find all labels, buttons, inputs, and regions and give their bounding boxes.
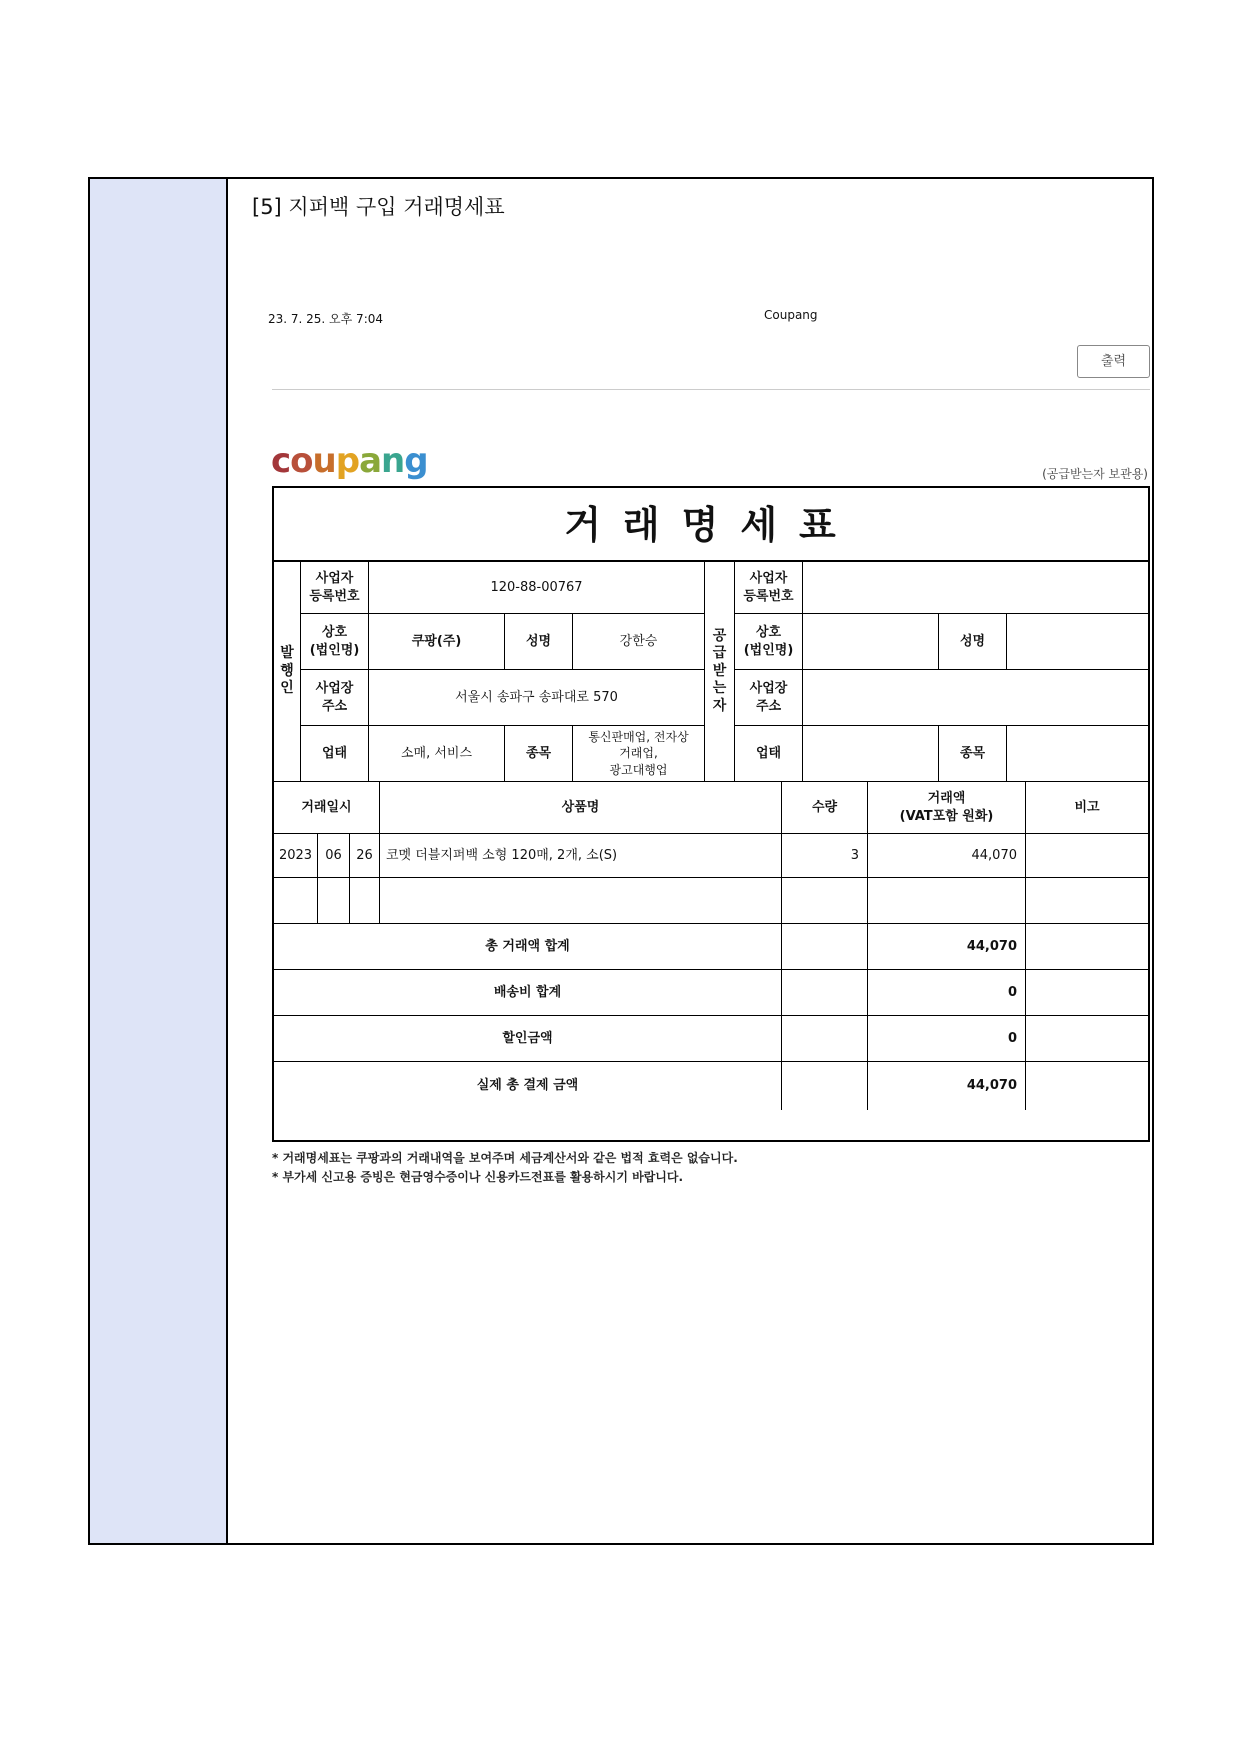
receiver-company-label: 상호 (법인명) (735, 614, 803, 670)
document-frame (88, 177, 1154, 1545)
receiver-business-type-label: 업태 (735, 726, 803, 782)
row-month: 06 (318, 834, 350, 878)
footnotes (272, 1149, 738, 1187)
row-qty: 3 (782, 834, 868, 878)
print-button[interactable]: 출력 (1077, 345, 1150, 378)
row-day: 26 (350, 834, 380, 878)
receiver-item (1007, 726, 1148, 782)
issuer-address-label: 사업장 주소 (301, 670, 369, 726)
receiver-business-type (803, 726, 939, 782)
issuer-name: 강한승 (573, 614, 705, 670)
row-year (274, 878, 318, 924)
statement-title: 거래명세표 (274, 488, 1148, 562)
row-product (380, 878, 782, 924)
footnote: * 부가세 신고용 증빙은 현금영수증이나 신용카드전표를 활용하시기 바랍니다. (272, 1170, 684, 1184)
total-note-blank (1026, 924, 1148, 970)
transaction-statement (272, 486, 1150, 1142)
row-note (1026, 878, 1148, 924)
document-title: [5] 지퍼백 구입 거래명세표 (252, 195, 505, 219)
coupang-logo: coupang (271, 441, 428, 481)
receiver-name (1007, 614, 1148, 670)
receiver-address-label: 사업장 주소 (735, 670, 803, 726)
receiver-label: 공 급 받 는 자 (705, 562, 735, 782)
final-payment-label: 실제 총 결제 금액 (274, 1062, 782, 1110)
issuer-item-label: 종목 (505, 726, 573, 782)
receiver-address (803, 670, 1148, 726)
row-note (1026, 834, 1148, 878)
shipping-total-label: 배송비 합계 (274, 970, 782, 1016)
col-qty: 수량 (782, 782, 868, 834)
col-amount: 거래액 (VAT포함 원화) (868, 782, 1026, 834)
receiver-reg-no-label: 사업자 등록번호 (735, 562, 803, 614)
site-name: Coupang (764, 308, 818, 322)
issuer-name-label: 성명 (505, 614, 573, 670)
col-note: 비고 (1026, 782, 1148, 834)
footnote: * 거래명세표는 쿠팡과의 거래내역을 보여주며 세금계산서와 같은 법적 효력은 없습니다. (272, 1151, 738, 1165)
row-month (318, 878, 350, 924)
copy-note: (공급받는자 보관용) (1042, 467, 1148, 481)
discount-qty-blank (782, 1016, 868, 1062)
shipping-note-blank (1026, 970, 1148, 1016)
discount-note-blank (1026, 1016, 1148, 1062)
issuer-label: 발 행 인 (274, 562, 301, 782)
discount-label: 할인금액 (274, 1016, 782, 1062)
issuer-address: 서울시 송파구 송파대로 570 (369, 670, 705, 726)
shipping-qty-blank (782, 970, 868, 1016)
row-product: 코멧 더블지퍼백 소형 120매, 2개, 소(S) (380, 834, 782, 878)
row-day (350, 878, 380, 924)
col-product: 상품명 (380, 782, 782, 834)
print-timestamp: 23. 7. 25. 오후 7:04 (268, 312, 384, 326)
row-year: 2023 (274, 834, 318, 878)
issuer-company-label: 상호 (법인명) (301, 614, 369, 670)
issuer-company: 쿠팡(주) (369, 614, 505, 670)
shipping-total-value: 0 (868, 970, 1026, 1016)
receiver-item-label: 종목 (939, 726, 1007, 782)
issuer-item: 통신판매업, 전자상 거래업, 광고대행업 (573, 726, 705, 782)
total-amount-value: 44,070 (868, 924, 1026, 970)
divider (272, 389, 1150, 390)
receiver-company (803, 614, 939, 670)
issuer-business-type-label: 업태 (301, 726, 369, 782)
final-payment-value: 44,070 (868, 1062, 1026, 1110)
issuer-reg-no: 120-88-00767 (369, 562, 705, 614)
receiver-name-label: 성명 (939, 614, 1007, 670)
row-qty (782, 878, 868, 924)
discount-value: 0 (868, 1016, 1026, 1062)
issuer-reg-no-label: 사업자 등록번호 (301, 562, 369, 614)
final-qty-blank (782, 1062, 868, 1110)
issuer-business-type: 소매, 서비스 (369, 726, 505, 782)
row-amount (868, 878, 1026, 924)
col-date: 거래일시 (274, 782, 380, 834)
receiver-reg-no (803, 562, 1148, 614)
final-note-blank (1026, 1062, 1148, 1110)
row-amount: 44,070 (868, 834, 1026, 878)
left-column (90, 179, 228, 1543)
total-qty-blank (782, 924, 868, 970)
total-amount-label: 총 거래액 합계 (274, 924, 782, 970)
